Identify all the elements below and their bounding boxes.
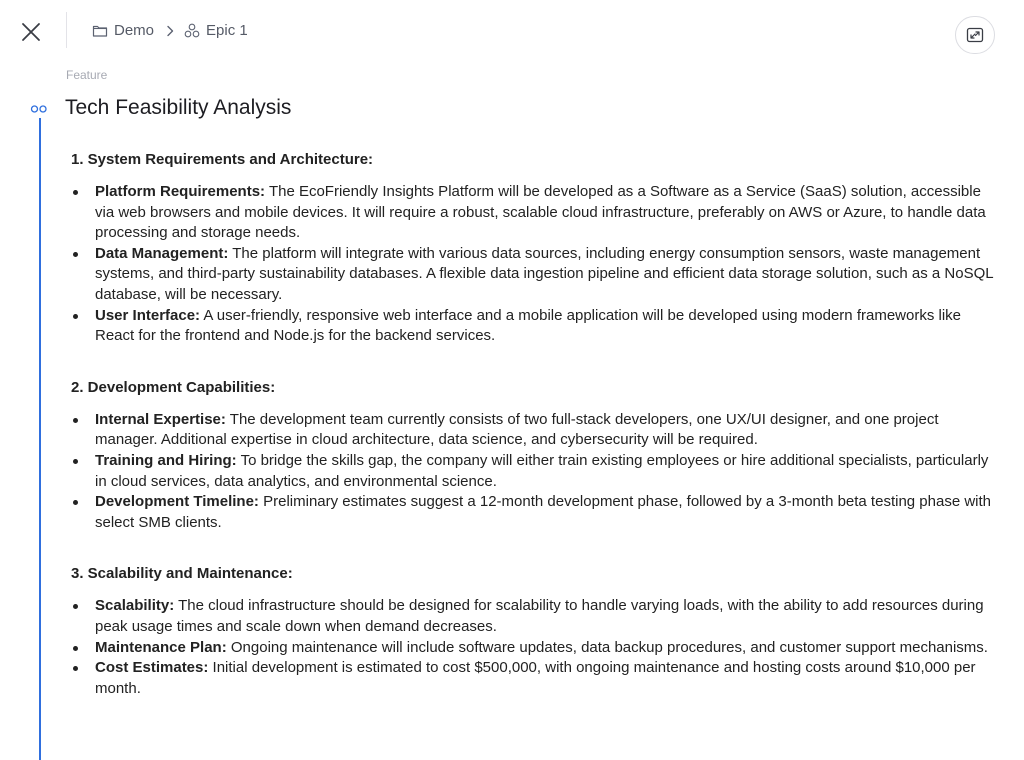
list-item [95,492,1001,533]
section-heading: 1. System Requirements and Architecture: [71,151,374,168]
section [71,564,1001,699]
bullet-label: Training and Hiring: [95,451,237,469]
bullet-text: Ongoing maintenance will include software updates, data backup procedures, and customer support mechanisms. [226,638,988,656]
bullet-list [71,182,1001,347]
list-item [95,638,1001,659]
list-item [95,182,1001,244]
page-title: Tech Feasibility Analysis [65,96,292,119]
bullet-label: Maintenance Plan: [95,638,227,656]
bullet-text: The EcoFriendly Insights Platform will be developed as a Software as a Service (SaaS) solution, accessible via web browsers and mobile devices. It will require a robust, scalable cloud infrastructure, preferably on AWS or Azure, to handle data processing and storage needs. [95,183,986,242]
bullet-list [71,410,1001,534]
expand-button[interactable] [955,16,995,54]
section [71,378,1001,534]
bullet-label: User Interface: [95,306,201,324]
bullet-text: Initial development is estimated to cost $500,000, with ongoing maintenance and hosting costs around $10,000 per month. [95,659,976,697]
list-item [95,306,1001,347]
breadcrumb [92,22,248,39]
bullet-text: Preliminary estimates suggest a 12-month development phase, followed by a 3-month beta testing phase with select SMB clients. [95,493,992,531]
section-heading: 2. Development Capabilities: [71,378,276,396]
list-item [95,451,1001,492]
list-item [95,410,1001,451]
bullet-label: Cost Estimates: [95,659,209,677]
bullet-text: To bridge the skills gap, the company will either train existing employees or hire additional specialists, particularly in cloud services, data analytics, and environmental science. [95,451,989,490]
expand-icon [966,27,984,43]
breadcrumb-item-epic[interactable] [184,22,248,39]
bullet-label: Platform Requirements: [95,183,266,200]
bullet-text: The cloud infrastructure should be designed for scalability to handle varying loads, with the ability to add resources during peak usage times and scale down when demand decreases. [95,597,984,635]
bullet-list [71,596,1001,699]
epic-icon [184,23,200,38]
bullet-label: Data Management: [95,244,229,262]
breadcrumb-label: Epic 1 [206,22,248,39]
list-item [95,596,1001,637]
section-heading: 3. Scalability and Maintenance: [71,565,293,583]
close-icon [21,22,41,42]
bullet-label: Scalability: [95,597,175,615]
section [71,150,1001,347]
close-button[interactable] [18,19,44,45]
breadcrumb-item-demo[interactable] [92,22,154,39]
folder-icon [92,24,108,38]
bullet-text: The development team currently consists of two full-stack developers, one UX/UI designer, and one project manager. Additional expertise in cloud architecture, data science, and cybersecurity will be required. [95,410,939,449]
bullet-text: A user-friendly, responsive web interface and a mobile application will be developed using modern frameworks like React for the frontend and Node.js for the backend services. [95,306,962,345]
bullet-text: The platform will integrate with various data sources, including energy consumption sensors, waste management systems, and third-party sustainability databases. A flexible data ingestion pipeline and efficient data storage solution, such as a NoSQL database, will be necessary. [95,244,994,303]
breadcrumb-label: Demo [114,22,155,39]
bullet-label: Development Timeline: [95,493,259,511]
chevron-right-icon [166,25,174,37]
bullet-label: Internal Expertise: [95,410,226,428]
description-body [71,150,1001,730]
hierarchy-line [39,118,41,760]
list-item [95,244,1001,306]
header-divider [66,12,67,48]
list-item [95,658,1001,699]
feature-icon [30,101,50,119]
item-type-label: Feature [66,68,108,82]
